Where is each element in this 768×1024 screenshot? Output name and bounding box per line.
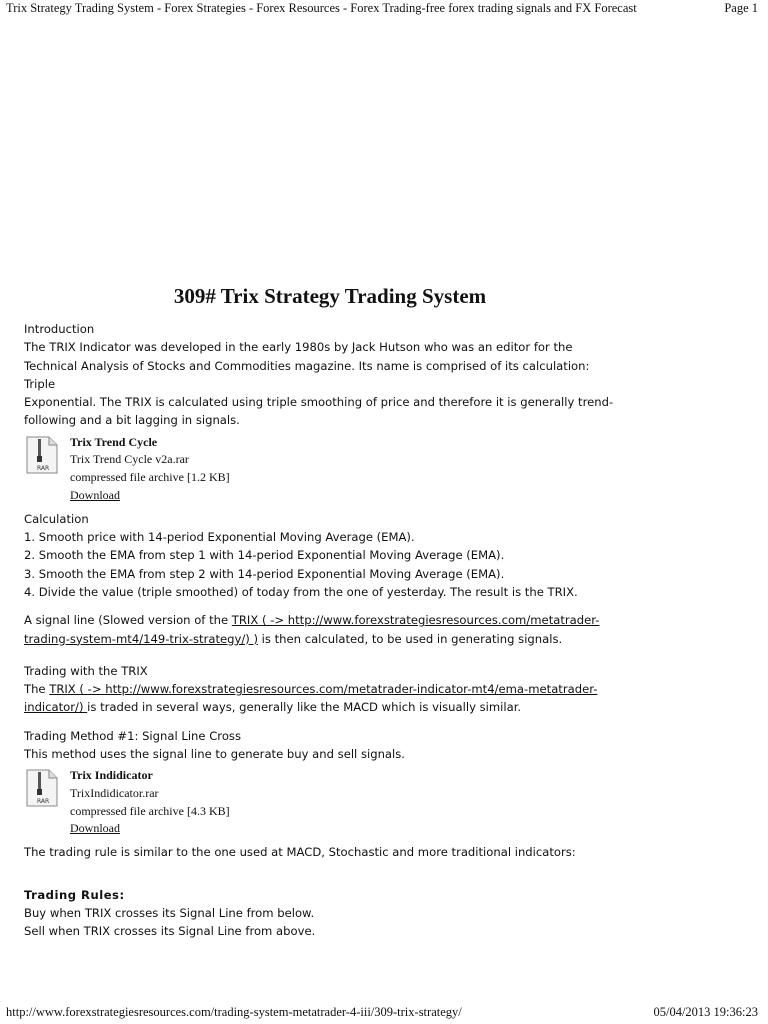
attachment-filename: Trix Trend Cycle v2a.rar [70, 452, 189, 467]
page-number: Page 1 [724, 1, 758, 15]
rule-item: Buy when TRIX crosses its Signal Line from below. [24, 905, 315, 920]
intro-line: Exponential. The TRIX is calculated using triple smoothing of price and therefore it is generally trend- [24, 395, 614, 410]
trix-strategy-link[interactable]: trading-system-mt4/149-trix-strategy/) ) [24, 631, 258, 646]
svg-text:RAR: RAR [37, 798, 50, 806]
attachment-trix-trend-cycle [24, 434, 624, 506]
calculation-step: 2. Smooth the EMA from step 1 with 14-period Exponential Moving Average (EMA). [24, 548, 505, 563]
trading-heading: Trading with the TRIX [24, 663, 148, 678]
attachment-title: Trix Indidicator [70, 768, 153, 783]
intro-line: Technical Analysis of Stocks and Commodities magazine. Its name is comprised of its calculation: Triple [24, 358, 590, 391]
intro-line: following and a bit lagging in signals. [24, 413, 240, 428]
trix-strategy-link[interactable]: TRIX ( -> http://www.forexstrategiesresources.com/metatrader- [231, 613, 600, 628]
svg-text:RAR: RAR [37, 464, 50, 472]
method-heading: Trading Method #1: Signal Line Cross [24, 728, 241, 743]
ema-indicator-link[interactable]: TRIX ( -> http://www.forexstrategiesresources.com/metatrader-indicator-mt4/ema-metatrader- [49, 682, 598, 697]
signal-line-paragraph: A signal line (Slowed version of the TRIX ( -> http://www.forexstrategiesresources.com/metatrader- [24, 613, 600, 628]
download-link[interactable]: Download [70, 821, 120, 836]
page-header-title: Trix Strategy Trading System - Forex Strategies - Forex Resources - Forex Trading-free forex trading signals and FX Forecast [6, 1, 637, 15]
trading-paragraph-cont: indicator/) is traded in several ways, generally like the MACD which is visually similar. [24, 700, 522, 715]
trading-paragraph: The TRIX ( -> http://www.forexstrategiesresources.com/metatrader-indicator-mt4/ema-metatrader- [24, 682, 598, 697]
signal-line-paragraph-cont: trading-system-mt4/149-trix-strategy/) ) is then calculated, to be used in generating signals. [24, 631, 563, 646]
intro-line: The TRIX Indicator was developed in the early 1980s by Jack Hutson who was an editor for the [24, 340, 573, 355]
calculation-step: 1. Smooth price with 14-period Exponential Moving Average (EMA). [24, 530, 415, 545]
rule-item: Sell when TRIX crosses its Signal Line from above. [24, 924, 316, 939]
attachment-info: compressed file archive [1.2 KB] [70, 470, 230, 485]
intro-heading: Introduction [24, 322, 95, 336]
page-footer-datetime: 05/04/2013 19:36:23 [653, 1005, 758, 1019]
rule-intro: The trading rule is similar to the one used at MACD, Stochastic and more traditional indicators: [24, 845, 576, 860]
calculation-step: 3. Smooth the EMA from step 2 with 14-period Exponential Moving Average (EMA). [24, 566, 505, 581]
document-body [24, 320, 624, 941]
document-title: 309# Trix Strategy Trading System [173, 284, 487, 308]
rar-archive-icon [24, 769, 60, 807]
download-link[interactable]: Download [70, 487, 120, 502]
attachment-info: compressed file archive [4.3 KB] [70, 803, 230, 818]
attachment-title: Trix Trend Cycle [70, 434, 158, 449]
rar-archive-icon [24, 436, 60, 474]
calculation-heading: Calculation [24, 511, 89, 526]
calculation-step: 4. Divide the value (triple smoothed) of today from the one of yesterday. The result is the TRIX. [24, 584, 578, 599]
rules-heading: Trading Rules: [24, 887, 125, 902]
method-text: This method uses the signal line to generate buy and sell signals. [24, 747, 405, 762]
ema-indicator-link[interactable]: indicator/) [24, 700, 88, 715]
attachment-filename: TrixIndidicator.rar [70, 786, 159, 801]
page-footer-url: http://www.forexstrategiesresources.com/trading-system-metatrader-4-iii/309-trix-strategy/ [6, 1005, 462, 1019]
attachment-trix-indidicator [24, 767, 624, 839]
